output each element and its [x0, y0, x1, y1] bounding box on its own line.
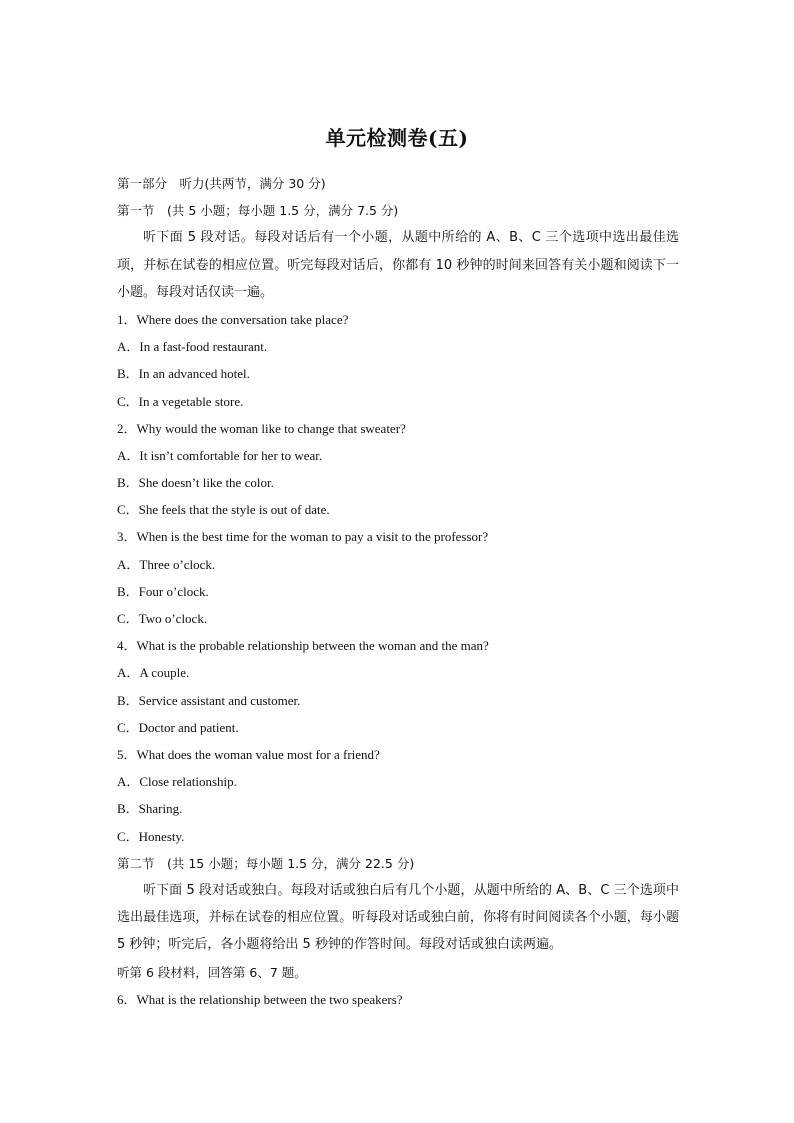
question-stem: 3．When is the best time for the woman to pay a visit to the professor? — [117, 529, 489, 545]
option-c: C．She feels that the style is out of date. — [117, 502, 330, 518]
question-stem: 4．What is the probable relationship between the woman and the man? — [117, 638, 489, 654]
option-b: B．Sharing. — [117, 801, 183, 817]
option-b: B．She doesn’t like the color. — [117, 475, 274, 491]
option-c: C．Doctor and patient. — [117, 719, 239, 735]
option-b: B．In an advanced hotel. — [117, 366, 250, 382]
question-stem: 1．Where does the conversation take place? — [117, 311, 349, 327]
option-c: C．In a vegetable store. — [117, 393, 244, 409]
question-block-5 — [117, 741, 679, 850]
option-b: B．Four o’clock. — [117, 583, 209, 599]
question-block-4 — [117, 632, 679, 741]
option-a: A．Three o’clock. — [117, 556, 216, 572]
option-a: A．Close relationship. — [117, 774, 237, 790]
option-c: C．Two o’clock. — [117, 611, 208, 627]
page-title: 单元检测卷(五) — [325, 126, 469, 150]
part1-heading: 第一部分 听力(共两节，满分 30 分) — [117, 176, 326, 191]
option-a: A．It isn’t comfortable for her to wear. — [117, 447, 323, 463]
section1-instructions: 听下面 5 段对话。每段对话后有一个小题，从题中所给的 A、B、C 三个选项中选出最佳选项，并标在试卷的相应位置。听完每段对话后，你都有 10 秒钟的时间来回答有关小题和阅读下一小题。每段对话仅读一遍。 — [117, 230, 679, 300]
question-stem: 5．What does the woman value most for a friend? — [117, 746, 380, 762]
option-c: C．Honesty. — [117, 828, 185, 844]
question-block-2 — [117, 415, 679, 524]
option-b: B．Service assistant and customer. — [117, 692, 301, 708]
question-block-1 — [117, 306, 679, 415]
question-block-3 — [117, 523, 679, 632]
material-note: 听第 6 段材料，回答第 6、7 题。 — [117, 964, 307, 980]
question-stem: 2．Why would the woman like to change that sweater? — [117, 420, 406, 436]
question-stem-6: 6．What is the relationship between the two speakers? — [117, 991, 403, 1007]
option-a: A．In a fast-food restaurant. — [117, 339, 268, 355]
section2-heading: 第二节 (共 15 小题；每小题 1.5 分，满分 22.5 分) — [117, 855, 415, 871]
exam-content — [117, 170, 679, 1013]
section2-instructions: 听下面 5 段对话或独白。每段对话或独白后有几个小题，从题中所给的 A、B、C 三个选项中选出最佳选项，并标在试卷的相应位置。听每段对话或独白前，你将有时间阅读各个小题，每小题 5 秒钟；听完后，各小题将给出 5 秒钟的作答时间。每段对话或独白读两遍。 — [117, 882, 679, 953]
section1-heading: 第一节 (共 5 小题；每小题 1.5 分，满分 7.5 分) — [117, 203, 399, 219]
option-a: A．A couple. — [117, 665, 190, 681]
